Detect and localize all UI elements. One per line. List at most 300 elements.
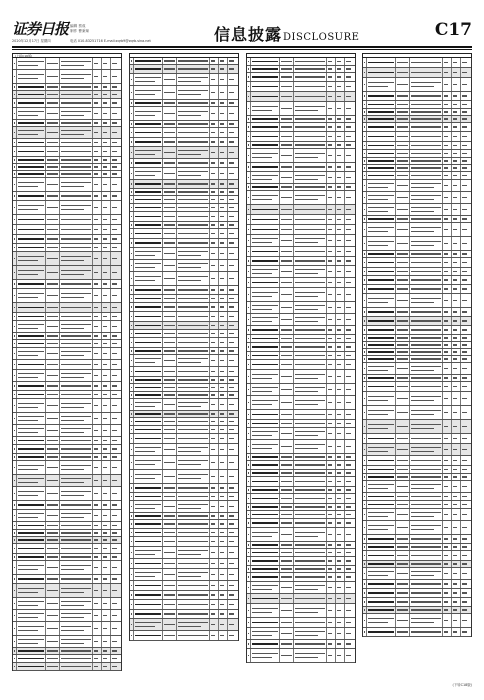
table-cell <box>102 487 111 500</box>
table-cell <box>327 58 336 65</box>
table-cell <box>280 470 294 476</box>
table-cell <box>461 192 471 203</box>
table-cell <box>280 542 294 548</box>
table-row <box>363 58 471 68</box>
table-cell <box>219 426 228 433</box>
table-cell <box>102 530 111 536</box>
table-cell <box>134 138 163 146</box>
table-cell <box>163 222 177 228</box>
table-cell <box>219 229 228 238</box>
table-row <box>363 216 471 223</box>
table-row <box>130 470 238 484</box>
table-cell <box>345 235 355 246</box>
table-cell <box>210 411 219 417</box>
table-cell <box>163 529 177 536</box>
table-cell <box>177 377 210 383</box>
table-cell <box>17 575 46 583</box>
table-cell <box>46 663 60 670</box>
table-cell <box>17 399 46 412</box>
table-row <box>363 598 471 607</box>
table-cell <box>367 580 396 588</box>
table-cell <box>177 444 210 455</box>
table-cell <box>219 239 228 247</box>
table-cell <box>294 604 327 617</box>
table-row <box>247 604 355 618</box>
table-cell <box>336 604 345 617</box>
table-cell <box>345 519 355 527</box>
table-cell <box>102 348 111 359</box>
table-row <box>130 444 238 456</box>
disclosure-table <box>246 58 356 663</box>
table-cell <box>452 223 461 236</box>
table-cell <box>134 121 163 127</box>
table-row <box>363 101 471 109</box>
table-cell <box>163 355 177 366</box>
table-cell <box>17 561 46 574</box>
table-cell <box>210 168 219 179</box>
table-cell <box>134 322 163 329</box>
table-cell <box>210 330 219 337</box>
table-cell <box>219 248 228 259</box>
table-cell <box>46 70 60 83</box>
table-cell <box>163 569 177 580</box>
table-cell <box>294 528 327 541</box>
table-cell <box>461 223 471 236</box>
table-cell <box>280 142 294 148</box>
table-cell <box>102 171 111 177</box>
table-cell <box>163 312 177 321</box>
table-cell <box>336 410 345 419</box>
table-row <box>363 382 471 392</box>
table-cell <box>93 91 102 98</box>
table-cell <box>396 551 410 560</box>
table-cell <box>443 101 452 108</box>
table-cell <box>327 225 336 234</box>
table-row <box>13 225 121 235</box>
table-cell <box>251 461 280 469</box>
table-cell <box>345 542 355 548</box>
table-cell <box>93 178 102 191</box>
table-cell <box>102 127 111 138</box>
table-cell <box>60 147 93 156</box>
table-cell <box>46 303 60 312</box>
table-cell <box>367 349 396 355</box>
table-cell <box>177 418 210 425</box>
table-cell <box>336 326 345 334</box>
table-cell <box>102 147 111 156</box>
table-cell <box>219 303 228 311</box>
table-cell <box>60 303 93 312</box>
table-cell <box>210 367 219 376</box>
table-cell <box>134 348 163 354</box>
table-cell <box>452 109 461 115</box>
table-cell <box>210 426 219 433</box>
table-cell <box>163 348 177 354</box>
table-cell <box>163 600 177 609</box>
table-cell <box>443 68 452 77</box>
table-cell <box>280 352 294 359</box>
table-cell <box>345 314 355 325</box>
table-cell <box>219 529 228 536</box>
table-cell <box>111 120 121 126</box>
table-row <box>247 278 355 288</box>
table-cell <box>452 589 461 597</box>
table-cell <box>443 580 452 588</box>
table-cell <box>219 168 228 179</box>
table-cell <box>461 598 471 606</box>
table-cell <box>461 285 471 293</box>
table-cell <box>210 355 219 366</box>
table-cell <box>443 501 452 508</box>
table-cell <box>46 91 60 98</box>
table-cell <box>443 142 452 149</box>
table-cell <box>452 150 461 157</box>
table-row <box>130 312 238 322</box>
table-cell <box>396 192 410 203</box>
table-cell <box>327 288 336 301</box>
table-cell <box>336 511 345 518</box>
table-cell <box>228 229 238 238</box>
table-cell <box>396 294 410 307</box>
table-cell <box>60 437 93 444</box>
table-cell <box>60 225 93 234</box>
table-cell <box>294 73 327 81</box>
disclosure-table <box>12 58 122 671</box>
table-cell <box>177 348 210 354</box>
table-cell <box>17 289 46 302</box>
table-cell <box>396 276 410 284</box>
table-cell <box>461 481 471 492</box>
table-row <box>247 461 355 470</box>
table-cell <box>17 244 46 251</box>
table-row <box>13 598 121 610</box>
table-cell <box>219 212 228 221</box>
table-row <box>130 377 238 384</box>
table-cell <box>443 165 452 171</box>
table-cell <box>60 413 93 424</box>
table-cell <box>327 205 336 214</box>
table-cell <box>345 66 355 72</box>
table-cell <box>219 569 228 580</box>
table-cell <box>345 420 355 427</box>
table-row <box>130 559 238 569</box>
table-cell <box>163 204 177 211</box>
column-3 <box>246 53 356 678</box>
table-cell <box>60 655 93 662</box>
table-row <box>247 235 355 247</box>
table-row <box>363 501 471 509</box>
table-cell <box>219 392 228 398</box>
table-cell <box>210 260 219 271</box>
table-cell <box>17 280 46 288</box>
table-cell <box>327 594 336 603</box>
table-cell <box>219 138 228 146</box>
table-cell <box>367 607 396 613</box>
table-cell <box>461 68 471 77</box>
table-cell <box>294 123 327 131</box>
table-cell <box>251 335 280 342</box>
table-cell <box>93 171 102 177</box>
table-cell <box>219 418 228 425</box>
table-row <box>13 360 121 370</box>
table-cell <box>367 493 396 500</box>
table-cell <box>219 591 228 599</box>
table-cell <box>443 150 452 157</box>
table-cell <box>443 78 452 91</box>
table-row <box>363 544 471 551</box>
table-cell <box>17 348 46 359</box>
table-cell <box>60 399 93 412</box>
table-cell <box>17 99 46 107</box>
table-cell <box>367 466 396 473</box>
table-cell <box>345 566 355 572</box>
table-cell <box>17 370 46 381</box>
table-cell <box>46 561 60 574</box>
table-row <box>13 501 121 510</box>
table-row <box>130 189 238 196</box>
table-cell <box>46 348 60 359</box>
table-cell <box>228 86 238 99</box>
table-cell <box>46 280 60 288</box>
table-cell <box>280 582 294 593</box>
table-cell <box>111 70 121 83</box>
table-row <box>247 149 355 163</box>
table-cell <box>60 235 93 243</box>
table-row <box>247 66 355 73</box>
contact-line: 电话 010-83251716 E-mail:zqrb9@zqrb.sina.net <box>70 39 151 43</box>
table-cell <box>327 477 336 486</box>
table-cell <box>102 522 111 529</box>
table-cell <box>367 258 396 267</box>
table-cell <box>294 184 327 190</box>
table-row <box>363 589 471 598</box>
table-cell <box>461 406 471 419</box>
table-cell <box>336 58 345 65</box>
table-cell <box>396 180 410 191</box>
table-row <box>247 215 355 225</box>
table-cell <box>396 237 410 250</box>
table-cell <box>46 266 60 279</box>
table-cell <box>134 581 163 590</box>
table-cell <box>134 484 163 492</box>
table-cell <box>134 74 163 85</box>
table-cell <box>327 247 336 256</box>
table-cell <box>280 257 294 265</box>
table-cell <box>327 343 336 351</box>
table-cell <box>345 454 355 460</box>
table-row <box>13 289 121 303</box>
table-cell <box>177 312 210 321</box>
table-cell <box>461 268 471 275</box>
table-cell <box>111 522 121 529</box>
table-cell <box>219 501 228 512</box>
table-cell <box>336 420 345 427</box>
table-cell <box>111 391 121 398</box>
table-cell <box>367 481 396 492</box>
table-row <box>363 392 471 406</box>
table-cell <box>134 456 163 469</box>
table-cell <box>345 215 355 224</box>
table-cell <box>280 66 294 72</box>
table-cell <box>134 569 163 580</box>
table-cell <box>134 392 163 398</box>
table-cell <box>177 569 210 580</box>
table-cell <box>134 377 163 383</box>
table-cell <box>336 247 345 256</box>
table-cell <box>102 99 111 107</box>
table-cell <box>46 461 60 474</box>
table-cell <box>452 68 461 77</box>
table-cell <box>177 100 210 106</box>
table-row <box>247 288 355 302</box>
table-cell <box>280 205 294 214</box>
table-cell <box>452 382 461 391</box>
table-row <box>247 384 355 396</box>
table-cell <box>210 229 219 238</box>
table-cell <box>410 101 443 108</box>
table-cell <box>111 475 121 486</box>
table-cell <box>251 494 280 503</box>
table-cell <box>294 410 327 419</box>
table-row <box>363 237 471 251</box>
table-cell <box>452 326 461 334</box>
table-cell <box>17 655 46 662</box>
table-cell <box>60 636 93 647</box>
table-row <box>13 235 121 244</box>
table-cell <box>294 335 327 342</box>
table-row <box>247 266 355 278</box>
table-cell <box>177 520 210 528</box>
table-cell <box>251 184 280 190</box>
table-cell <box>228 426 238 433</box>
table-cell <box>60 280 93 288</box>
table-cell <box>327 519 336 527</box>
table-cell <box>452 237 461 250</box>
table-cell <box>410 544 443 550</box>
table-cell <box>210 501 219 512</box>
table-cell <box>251 326 280 334</box>
table-cell <box>410 335 443 341</box>
table-cell <box>93 510 102 521</box>
table-cell <box>251 370 280 383</box>
table-cell <box>410 535 443 543</box>
table-cell <box>163 484 177 492</box>
table-cell <box>452 535 461 543</box>
table-cell <box>461 172 471 179</box>
table-cell <box>461 258 471 267</box>
table-cell <box>410 285 443 293</box>
table-cell <box>461 132 471 141</box>
table-cell <box>345 257 355 265</box>
table-row <box>247 628 355 640</box>
table-row <box>363 223 471 237</box>
table-row <box>363 493 471 501</box>
table-cell <box>210 65 219 73</box>
table-cell <box>345 528 355 541</box>
table-cell <box>228 128 238 137</box>
page-number: C17 <box>434 20 472 40</box>
table-cell <box>396 474 410 480</box>
table-cell <box>336 205 345 214</box>
table-cell <box>251 628 280 639</box>
table-cell <box>93 554 102 560</box>
table-cell <box>410 150 443 157</box>
table-cell <box>60 522 93 529</box>
table-cell <box>336 470 345 476</box>
table-cell <box>251 343 280 351</box>
table-cell <box>163 295 177 302</box>
table-cell <box>102 575 111 583</box>
table-cell <box>327 440 336 453</box>
table-cell <box>280 92 294 101</box>
table-row <box>247 440 355 454</box>
table-cell <box>336 82 345 91</box>
table-cell <box>336 278 345 287</box>
table-cell <box>294 420 327 427</box>
table-cell <box>228 272 238 285</box>
table-row <box>13 127 121 139</box>
table-row <box>130 100 238 107</box>
table-cell <box>251 519 280 527</box>
table-cell <box>163 168 177 179</box>
table-row <box>13 475 121 487</box>
table-cell <box>177 74 210 85</box>
table-cell <box>93 244 102 251</box>
table-cell <box>60 425 93 436</box>
table-cell <box>210 631 219 640</box>
table-cell <box>46 164 60 170</box>
table-row <box>247 247 355 257</box>
table-cell <box>251 360 280 369</box>
table-cell <box>345 396 355 409</box>
table-cell <box>452 251 461 257</box>
table-cell <box>60 289 93 302</box>
table-cell <box>163 65 177 73</box>
table-cell <box>461 382 471 391</box>
table-cell <box>280 528 294 541</box>
table-cell <box>327 582 336 593</box>
table-cell <box>461 251 471 257</box>
table-cell <box>102 584 111 597</box>
table-cell <box>134 338 163 347</box>
table-cell <box>228 189 238 195</box>
table-cell <box>111 127 121 138</box>
table-cell <box>280 235 294 246</box>
table-row <box>130 330 238 338</box>
table-cell <box>111 598 121 609</box>
table-cell <box>367 335 396 341</box>
table-cell <box>102 201 111 214</box>
table-row <box>13 201 121 215</box>
table-cell <box>60 333 93 339</box>
table-cell <box>452 349 461 355</box>
table-cell <box>210 222 219 228</box>
table-cell <box>46 391 60 398</box>
table-cell <box>134 204 163 211</box>
table-cell <box>93 157 102 163</box>
table-cell <box>134 619 163 630</box>
table-cell <box>367 251 396 257</box>
table-cell <box>219 434 228 443</box>
table-cell <box>93 382 102 390</box>
table-cell <box>93 108 102 119</box>
table-cell <box>345 326 355 334</box>
table-cell <box>60 575 93 583</box>
masthead-rule-thin <box>12 49 472 50</box>
table-cell <box>251 142 280 148</box>
table-row <box>13 575 121 584</box>
table-row <box>247 594 355 604</box>
